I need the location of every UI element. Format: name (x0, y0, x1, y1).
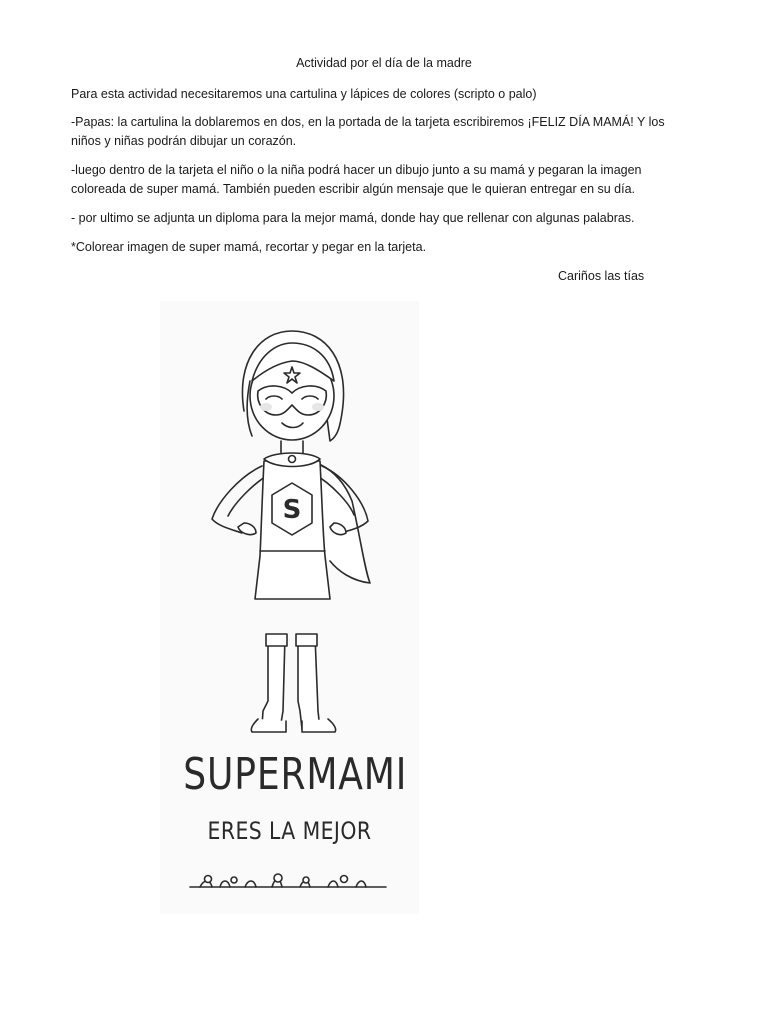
emblem-letter: S (282, 495, 302, 525)
paragraph-diploma: - por ultimo se adjunta un diploma para la mejor mamá, donde hay que rellenar con algunas palabras. (71, 211, 635, 225)
paragraph-color-image: *Colorear imagen de super mamá, recortar y pegar en la tarjeta. (71, 240, 427, 254)
supermami-coloring-card (160, 301, 419, 914)
cheek-left (260, 403, 272, 411)
signoff: Cariños las tías (558, 269, 645, 283)
paragraph-materials: Para esta actividad necesitaremos una cartulina y lápices de colores (scripto o palo) (71, 87, 537, 101)
paragraph-inside-card: -luego dentro de la tarjeta el niño o la niña podrá hacer un dibujo junto a su mamá y pegaran la imagen coloreada de super mamá. También pueden escribir algún mensaje que le quieran entregar en su día. (71, 163, 642, 196)
card-subtitle: ERES LA MEJOR (207, 817, 372, 845)
cheek-right (312, 403, 324, 411)
paragraph-fold-card: -Papas: la cartulina la doblaremos en dos, en la portada de la tarjeta escribiremos ¡FELIZ DÍA MAMÁ! Y los niños y niñas podrán dibujar un corazón. (71, 115, 665, 148)
card-title: SUPERMAMI (183, 749, 408, 800)
document-title: Actividad por el día de la madre (296, 56, 472, 70)
